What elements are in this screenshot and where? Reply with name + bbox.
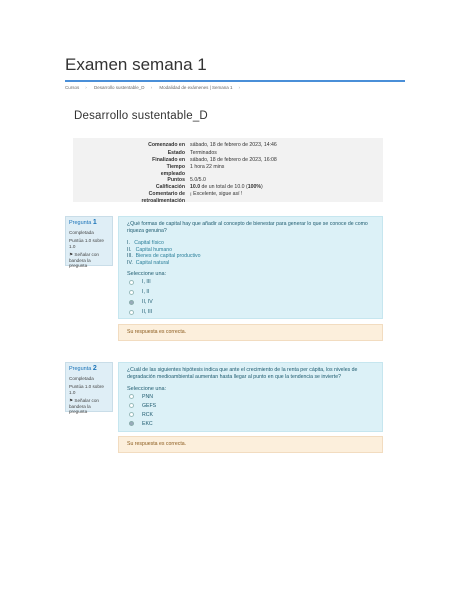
feedback-box-1 — [118, 324, 383, 341]
flag-question-link[interactable]: ⚑ Señalar con bandera la pregunta — [69, 252, 99, 268]
summary-value: 5.0/5.0 — [190, 177, 206, 183]
summary-value — [190, 184, 263, 190]
grade-total: de un total de 10.0 ( — [200, 184, 248, 190]
list-item: II. Capital humano — [127, 246, 172, 253]
summary-label: Comentario de retroalimentación — [141, 191, 185, 204]
list-item: IV. Capital natural — [127, 259, 170, 266]
feedback-text: Su respuesta es correcta. — [127, 441, 187, 447]
breadcrumb-item-courses[interactable]: Cursos — [65, 85, 80, 90]
grade-close: ) — [260, 184, 263, 190]
summary-label: Tiempo empleado — [160, 164, 185, 177]
summary-label: Calificación — [155, 184, 185, 190]
radio-button-checked[interactable] — [129, 421, 134, 426]
radio-button[interactable] — [129, 403, 134, 408]
breadcrumb-item-course[interactable]: Desarrollo sustentable_D — [94, 85, 145, 90]
question-status: Completada — [69, 229, 94, 235]
summary-label: Finalizado en — [152, 157, 185, 163]
question-text: ¿Qué formas de capital hay que añadir al concepto de bienestar para generar lo que se conoce de como riqueza genuina? — [127, 221, 368, 234]
answer-option[interactable]: II, IV — [129, 297, 374, 307]
summary-value: sábado, 18 de febrero de 2023, 14:46 — [190, 142, 277, 148]
question-info-1 — [65, 216, 113, 266]
question-box-2 — [118, 362, 383, 432]
flag-icon: ⚑ — [69, 252, 74, 257]
list-item: III. Bienes de capital productivo — [127, 253, 201, 259]
question-points: Puntúa 1.0 sobre 1.0 — [69, 238, 104, 249]
radio-button-checked[interactable] — [129, 300, 134, 305]
flag-icon: ⚑ — [69, 398, 74, 403]
question-box-1 — [118, 216, 383, 319]
question-points: Puntúa 1.0 sobre 1.0 — [69, 384, 104, 395]
question-number: Pregunta 2 — [69, 365, 97, 372]
feedback-box-2 — [118, 436, 383, 453]
question-items — [127, 240, 374, 266]
grade-value: 10.0 — [190, 184, 201, 190]
radio-button[interactable] — [129, 310, 134, 315]
question-text: ¿Cuál de las siguientes hipótesis indica que ante el crecimiento de la renta per cápita, los niveles de degradación medioambiental aumentan hasta llegar al punto en que la tendencia se invierte? — [127, 367, 358, 380]
answer-option[interactable]: GEFS — [129, 401, 374, 410]
radio-button[interactable] — [129, 394, 134, 399]
list-item: I. Capital físico — [127, 240, 164, 246]
radio-button[interactable] — [129, 280, 134, 285]
radio-button[interactable] — [129, 290, 134, 295]
answer-option[interactable]: II, III — [129, 307, 374, 317]
select-label: Seleccione una: — [127, 386, 167, 392]
breadcrumb: Cursos › Desarrollo sustentable_D › Modalidad de exámenes | Semana 1 › — [65, 80, 405, 95]
question-status: Completada — [69, 375, 94, 381]
flag-question-link[interactable]: ⚑ Señalar con bandera la pregunta — [69, 398, 99, 414]
select-label: Seleccione una: — [127, 271, 167, 277]
summary-value: Terminados — [190, 150, 217, 156]
summary-value: ¡ Excelente, sigue así ! — [190, 191, 243, 197]
summary-value: sábado, 18 de febrero de 2023, 16:08 — [190, 157, 277, 163]
summary-label: Puntos — [167, 177, 185, 183]
feedback-text: Su respuesta es correcta. — [127, 329, 187, 335]
course-title: Desarrollo sustentable_D — [74, 110, 208, 122]
answer-option[interactable]: EKC — [129, 419, 374, 428]
answer-option[interactable]: PNN — [129, 392, 374, 401]
question-number: Pregunta 1 — [69, 219, 97, 226]
question-info-2 — [65, 362, 113, 412]
grade-percent: 100% — [247, 184, 261, 190]
page-title: Examen semana 1 — [65, 55, 207, 74]
breadcrumb-item-exam[interactable]: Modalidad de exámenes | Semana 1 — [159, 85, 233, 90]
answer-option[interactable]: I, II — [129, 287, 374, 297]
radio-button[interactable] — [129, 412, 134, 417]
summary-label: Comenzado en — [148, 142, 185, 148]
summary-value: 1 hora 22 mins — [190, 164, 225, 170]
answer-option[interactable]: RCK — [129, 410, 374, 419]
attempt-summary-table — [73, 138, 383, 202]
summary-label: Estado — [167, 150, 185, 156]
answer-option[interactable]: I, III — [129, 277, 374, 287]
